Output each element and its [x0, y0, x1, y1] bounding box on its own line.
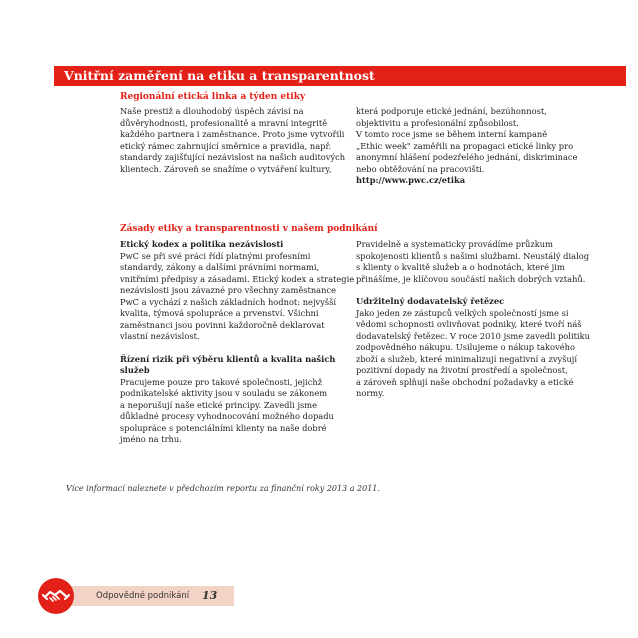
text-line: standardy, zákony a dalšími právními normami, [120, 262, 320, 272]
text-line: klientech. Zároveň se snažíme o vytváření kultury, [120, 163, 332, 174]
text-line: a neporušují naše etické principy. Zavedli jsme [120, 399, 318, 410]
text-line: každého partnera i zaměstnance. Proto jsme vytvořili [120, 129, 345, 139]
section1-right-column [356, 106, 606, 187]
section1-left-column [120, 106, 360, 175]
text-line: nebo obtěžování na pracovišti. [356, 163, 485, 174]
text-line: která podporuje etické jednání, bezúhonnost, [356, 106, 547, 116]
text-line: normy. [356, 388, 385, 398]
section2-left-column [120, 239, 360, 446]
block-title: Etický kodex a politika nezávislosti [120, 239, 284, 249]
section-banner [54, 66, 626, 86]
text-line: Pracujeme pouze pro takové společnosti, jejichž [120, 376, 323, 387]
block-title: Udržitelný dodavatelský řetězec [356, 296, 505, 306]
section2-right-column [356, 239, 606, 400]
text-line: PwC se při své práci řídí platnými profesními [120, 250, 311, 261]
text-line: Naše prestiž a dlouhodobý úspěch závisí na [120, 106, 304, 116]
text-line: V tomto roce jsme se během interní kampaně [356, 129, 548, 139]
handshake-icon [38, 578, 74, 614]
text-line: Pravidelně a systematicky provádíme průzkum [356, 239, 553, 249]
text-line: zboží a služeb, které minimalizují negativní a zvyšují [356, 353, 578, 364]
text-line: vlastní nezávislost. [120, 331, 200, 341]
text-line: zaměstnanci jsou povinni každoročně deklarovat [120, 319, 325, 330]
text-line: důkladné procesy vyhodnocování možného dopadu [120, 411, 334, 421]
text-line: kvalita, týmová spolupráce a prvenství. Všichni [120, 308, 319, 318]
text-line: dodavatelský řetězec. V roce 2010 jsme zavedli politiku [356, 330, 590, 341]
banner-title: Vnitřní zaměření na etiku a transparentnost [64, 68, 375, 83]
etika-link[interactable]: http://www.pwc.cz/etika [356, 175, 466, 185]
text-line: zodpovědného nákupu. Usilujeme o nákup takového [356, 342, 575, 352]
page-footer [38, 578, 234, 614]
text-line: etický rámec zahrnující směrnice a pravidla, např. [120, 140, 332, 151]
text-line: PwC a vychází z našich základních hodnot: nejvyšší [120, 296, 337, 307]
text-line: spokojenosti klientů s našimi službami. Neustálý dialog [356, 250, 590, 261]
page-number: 13 [202, 589, 218, 602]
text-line: standardy zajišťující nezávislost na našich auditových [120, 152, 346, 162]
block-title: Řízení rizik při výběru klientů a kvalita našich [120, 353, 336, 364]
text-line: spolupráce s potenciálními klienty na naše dobré [120, 422, 327, 433]
text-line: Jako jeden ze zástupců velkých společností jsme si [356, 307, 569, 318]
text-line: anonymní hlášení podezřelého jednání, diskriminace [356, 152, 578, 162]
text-line: podnikatelské aktivity jsou v souladu se zákonem [120, 388, 328, 398]
text-line: důvěryhodnosti, profesionalitě a mravní integritě [120, 117, 328, 128]
text-line: vědomi schopnosti ovlivňovat podniky, které tvoří náš [356, 319, 582, 329]
text-line: a zároveň splňují naše obchodní požadavky a etické [356, 376, 574, 387]
text-line: nezávislosti jsou závazné pro všechny zaměstnance [120, 285, 337, 295]
text-line: „Ethic week" zaměřili na propagaci etické linky pro [356, 140, 574, 151]
text-line: vnitřními předpisy a zásadami. Etický kodex a strategie [120, 273, 355, 284]
footer-label: Odpovědné podnikání [96, 591, 190, 601]
footer-badge [38, 578, 74, 614]
text-line: objektivitu a profesionální způsobilost. [356, 117, 519, 128]
section1-heading: Regionální etická linka a týden etiky [120, 92, 306, 102]
text-line: přinášíme, je klíčovou součástí našich dobrých vztahů. [356, 273, 586, 284]
section2-heading: Zásady etiky a transparentnosti v našem podnikání [120, 224, 378, 234]
text-line: jméno na trhu. [120, 434, 182, 444]
block-title: služeb [120, 365, 150, 375]
text-line: s klienty o kvalitě služeb a o hodnotách, které jim [356, 262, 565, 272]
footnote: Více informací naleznete v předchozím reportu za finanční roky 2013 a 2011. [66, 484, 380, 493]
text-line: pozitivní dopady na životní prostředí a společnost, [356, 365, 568, 375]
